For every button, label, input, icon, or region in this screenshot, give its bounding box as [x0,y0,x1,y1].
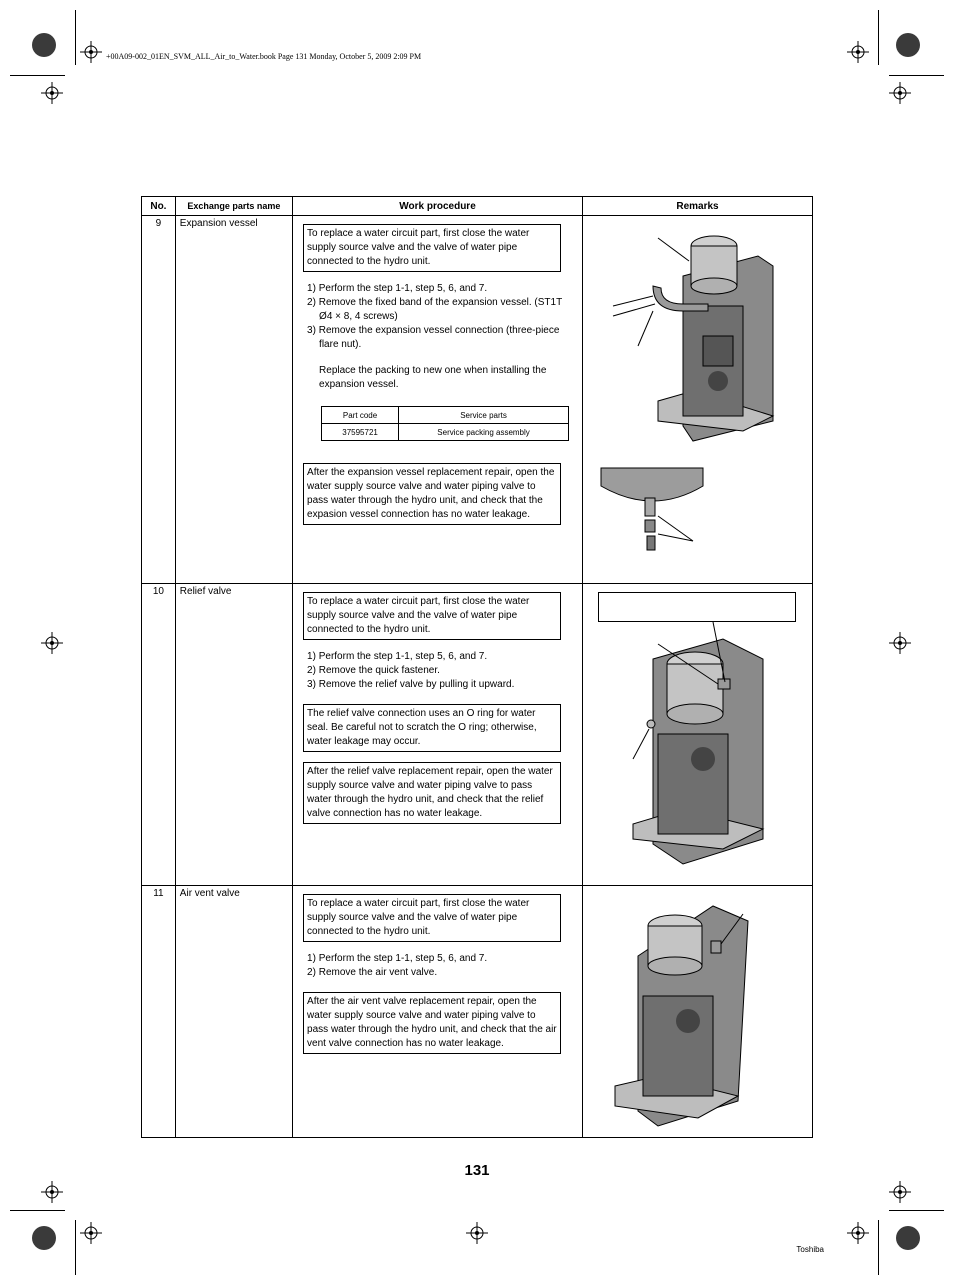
caution-box: To replace a water circuit part, first close the water supply source valve and the valve of water pipe connected to the hydro unit. [303,224,561,272]
work-procedure [293,216,583,584]
footer-brand: Toshiba [796,1245,824,1254]
step-list [303,952,572,980]
crosshair-icon [41,1181,63,1203]
work-procedure [293,584,583,886]
hydro-unit-expansion-vessel-illustration [583,216,811,580]
procedure-table [141,196,813,1138]
crop-mark [75,10,76,65]
table-row [142,584,813,886]
row-number: 10 [142,584,176,886]
col-header-remarks: Remarks [583,197,813,216]
page-number: 131 [464,1162,490,1179]
file-header: +00A09-002_01EN_SVM_ALL_Air_to_Water.book Page 131 Monday, October 5, 2009 2:09 PM [106,52,422,61]
check-box: After the expansion vessel replacement repair, open the water supply source valve and water piping valve to pass water through the hydro unit, and check that the expasion vessel connection has no water leakage. [303,463,561,525]
list-item: 2) Remove the air vent valve. [307,967,438,978]
parts-code: 37595721 [322,424,399,441]
warning-box: The relief valve connection uses an O ring for water seal. Be careful not to scratch the O ring; otherwise, water leakage may occur. [303,704,561,752]
col-header-part: Exchange parts name [175,197,292,216]
parts-name: Service packing assembly [399,424,569,441]
crosshair-icon [847,41,869,63]
part-name: Relief valve [175,584,292,886]
crosshair-icon [41,82,63,104]
table-row [142,216,813,584]
crop-mark [889,75,944,76]
registration-mark-dark [32,1226,56,1250]
check-box: After the air vent valve replacement repair, open the water supply source valve and water piping valve to pass water through the hydro unit, and check that the air vent valve connection has no water leakage. [303,992,561,1054]
col-header-no: No. [142,197,176,216]
crosshair-icon [889,632,911,654]
note-text: Replace the packing to new one when installing the expansion vessel. [319,365,547,390]
caution-box: To replace a water circuit part, first close the water supply source valve and the valve of water pipe connected to the hydro unit. [303,592,561,640]
registration-mark-dark [32,33,56,57]
row-number: 11 [142,886,176,1138]
caution-box: To replace a water circuit part, first close the water supply source valve and the valve of water pipe connected to the hydro unit. [303,894,561,942]
parts-header-code: Part code [322,407,399,424]
hydro-unit-relief-valve-illustration [583,584,811,882]
step-list [303,650,572,692]
list-item: 1) Perform the step 1-1, step 5, 6, and 7. [307,283,488,294]
col-header-procedure: Work procedure [293,197,583,216]
crop-mark [889,1210,944,1211]
list-item: 1) Perform the step 1-1, step 5, 6, and 7. [307,953,488,964]
work-procedure [293,886,583,1138]
list-item: 3) Remove the relief valve by pulling it upward. [307,679,515,690]
crop-mark [878,10,879,65]
registration-mark-dark [896,33,920,57]
registration-mark-dark [896,1226,920,1250]
crop-mark [10,75,65,76]
crosshair-icon [466,1222,488,1244]
parts-header-name: Service parts [399,407,569,424]
list-item: 1) Perform the step 1-1, step 5, 6, and 7. [307,651,488,662]
part-name: Expansion vessel [175,216,292,584]
list-item: 2) Remove the fixed band of the expansion vessel. (ST1T Ø4 × 8, 4 screws) [307,297,563,322]
row-number: 9 [142,216,176,584]
list-item: 2) Remove the quick fastener. [307,665,440,676]
remarks-cell [583,216,813,584]
step-list [303,282,572,352]
parts-table [321,406,569,441]
crosshair-icon [41,632,63,654]
crosshair-icon [889,1181,911,1203]
crosshair-icon [889,82,911,104]
table-header-row [142,197,813,216]
list-item: 3) Remove the expansion vessel connection (three-piece flare nut). [307,325,560,350]
crosshair-icon [80,41,102,63]
check-box: After the relief valve replacement repair, open the water supply source valve and water piping valve to pass water through the hydro unit, and check that the relief valve connection has no water leakage. [303,762,561,824]
crop-mark [75,1220,76,1275]
remarks-cell [583,584,813,886]
crop-mark [10,1210,65,1211]
table-row [142,886,813,1138]
remarks-cell [583,886,813,1138]
hydro-unit-air-vent-valve-illustration [583,886,811,1134]
empty-callout-box [598,592,796,622]
crosshair-icon [80,1222,102,1244]
part-name: Air vent valve [175,886,292,1138]
crosshair-icon [847,1222,869,1244]
crop-mark [878,1220,879,1275]
